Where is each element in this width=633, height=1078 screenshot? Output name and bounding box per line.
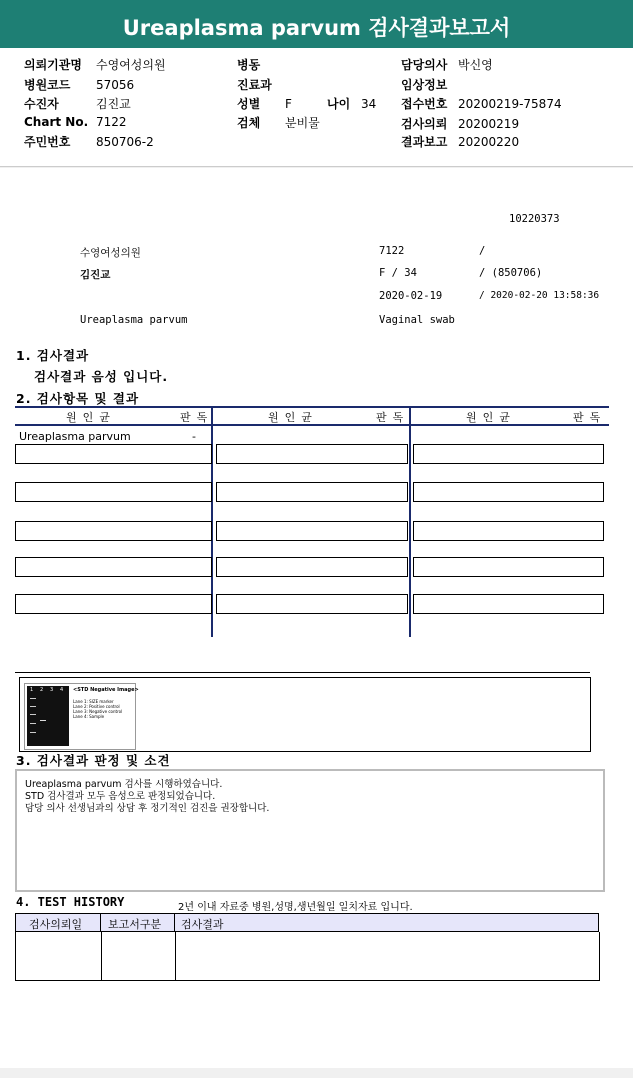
gel-band	[40, 720, 46, 721]
header-value-age: 34	[361, 97, 377, 111]
column-header-result: 판독	[573, 411, 607, 424]
header-row-resident-no	[24, 133, 154, 150]
header-label: Chart No.	[24, 115, 89, 129]
header-value: 김진교	[96, 97, 131, 111]
test-name: Ureaplasma parvum	[80, 314, 188, 326]
header-row-sex	[237, 95, 376, 112]
section-1-title: 1. 검사결과	[16, 348, 90, 363]
reported-datetime: / 2020-02-20 13:58:36	[479, 290, 600, 301]
opinion-line: Ureaplasma parvum 검사를 시행하였습니다.	[25, 779, 223, 790]
header-label: 수진자	[24, 97, 59, 111]
result-cell	[216, 557, 408, 577]
result-cell	[15, 594, 212, 614]
column-divider	[174, 913, 175, 931]
gel-legend: Lane 1: SIZE marker	[73, 699, 114, 704]
report-document	[0, 168, 633, 1068]
header-label: 주민번호	[24, 135, 71, 149]
result-cell	[216, 482, 408, 502]
sex-age: F / 34	[379, 267, 417, 279]
result-cell	[413, 594, 604, 614]
specimen-type: Vaginal swab	[379, 314, 455, 326]
header-label: 임상정보	[401, 78, 448, 92]
lane-number: 1	[30, 687, 34, 693]
header-value: 850706-2	[96, 135, 154, 149]
header-value: 수영여성의원	[96, 58, 166, 72]
result-cell	[413, 521, 604, 541]
history-column-header: 검사의뢰일	[29, 918, 83, 931]
header-row-clinic	[24, 56, 166, 73]
header-row-ward	[237, 56, 285, 73]
document-id: 10220373	[509, 213, 560, 225]
result-cell	[15, 482, 212, 502]
header-value: 20200219-75874	[458, 97, 562, 111]
received-date: 2020-02-19	[379, 290, 443, 302]
header-row-hospital-code	[24, 76, 134, 93]
gel-photo	[27, 686, 69, 746]
gel-band	[30, 732, 36, 733]
header-row-receipt-no	[401, 95, 562, 112]
header-label: 병동	[237, 58, 261, 72]
header-row-clinical-info	[401, 76, 458, 93]
header-row-doctor	[401, 56, 493, 73]
result-cell	[413, 557, 604, 577]
history-column-header: 보고서구분	[108, 918, 162, 931]
header-label: 결과보고	[401, 135, 448, 149]
divider-line	[15, 672, 590, 673]
header-label: 검사의뢰	[401, 117, 448, 131]
gel-band	[30, 698, 36, 699]
separator: /	[479, 245, 486, 257]
opinion-box	[15, 769, 605, 892]
header-value: 57056	[96, 78, 135, 92]
result-cell	[413, 444, 604, 464]
table-top-rule	[15, 406, 609, 408]
result-cell	[15, 521, 212, 541]
result-cell	[15, 444, 212, 464]
header-row-specimen	[237, 114, 320, 131]
section-1-result: 검사결과 음성 입니다.	[34, 369, 169, 384]
gel-legend: Lane 3: Negative control	[73, 709, 123, 714]
column-divider	[175, 932, 176, 980]
item-result: -	[192, 430, 196, 443]
lane-number: 2	[40, 687, 44, 693]
header-value: 7122	[96, 115, 127, 129]
birth-date: / (850706)	[479, 267, 543, 279]
gel-band	[30, 706, 36, 707]
gel-band	[30, 723, 36, 724]
header-label: 의뢰기관명	[24, 58, 82, 72]
clinic-name: 수영여성의원	[80, 247, 141, 259]
report-title: Ureaplasma parvum 검사결과보고서	[0, 0, 633, 48]
result-cell	[216, 594, 408, 614]
header-label: 병원코드	[24, 78, 71, 92]
result-cell	[216, 521, 408, 541]
opinion-line: STD 검사결과 모두 음성으로 판정되었습니다.	[25, 791, 216, 802]
lane-number: 3	[50, 687, 54, 693]
header-label: 진료과	[237, 78, 272, 92]
history-note: 2년 이내 자료중 병원,성명,생년월일 일치자료 입니다.	[178, 902, 413, 913]
lane-number: 4	[60, 687, 64, 693]
result-cell	[15, 557, 212, 577]
history-column-header: 검사결과	[181, 918, 224, 931]
item-name: Ureaplasma parvum	[19, 430, 131, 443]
header-label-age: 나이	[327, 97, 351, 111]
header-label: 검체	[237, 116, 261, 130]
header-value: 분비물	[285, 116, 320, 130]
report-header	[0, 48, 633, 167]
header-row-chart-no	[24, 115, 127, 129]
chart-number: 7122	[379, 245, 405, 257]
column-header-pathogen: 원인균	[268, 411, 318, 424]
history-table-body	[15, 932, 600, 981]
history-table-header	[15, 913, 599, 932]
section-4-title: 4. TEST HISTORY	[16, 895, 125, 909]
header-value: F	[285, 97, 292, 111]
gel-band	[30, 714, 36, 715]
column-header-result: 판독	[180, 411, 214, 424]
column-header-pathogen: 원인균	[66, 411, 116, 424]
header-value: 20200219	[458, 117, 520, 131]
header-row-department	[237, 76, 285, 93]
section-3-title: 3. 검사결과 판정 및 소견	[16, 753, 171, 768]
header-row-report-date	[401, 133, 519, 150]
column-divider	[409, 408, 411, 637]
header-value: 20200220	[458, 135, 520, 149]
header-label: 성별	[237, 97, 261, 111]
column-header-pathogen: 원인균	[466, 411, 516, 424]
header-row-patient	[24, 95, 131, 112]
header-label: 접수번호	[401, 97, 448, 111]
gel-image	[24, 683, 139, 750]
result-cell	[216, 444, 408, 464]
patient-name: 김진교	[80, 269, 111, 281]
header-value: 박신영	[458, 58, 493, 72]
column-header-result: 판독	[376, 411, 410, 424]
column-divider	[101, 932, 102, 980]
header-label: 담당의사	[401, 58, 448, 72]
opinion-line: 담당 의사 선생님과의 상담 후 정기적인 검진을 권장합니다.	[25, 803, 270, 814]
gel-legend: Lane 2: Positive control	[73, 704, 120, 709]
gel-title: <STD Negative Image>	[73, 687, 139, 693]
header-row-request-date	[401, 115, 519, 132]
gel-legend: Lane 4: Sample	[73, 714, 105, 719]
column-divider	[100, 913, 101, 931]
section-2-title: 2. 검사항목 및 결과	[16, 391, 140, 406]
result-cell	[413, 482, 604, 502]
